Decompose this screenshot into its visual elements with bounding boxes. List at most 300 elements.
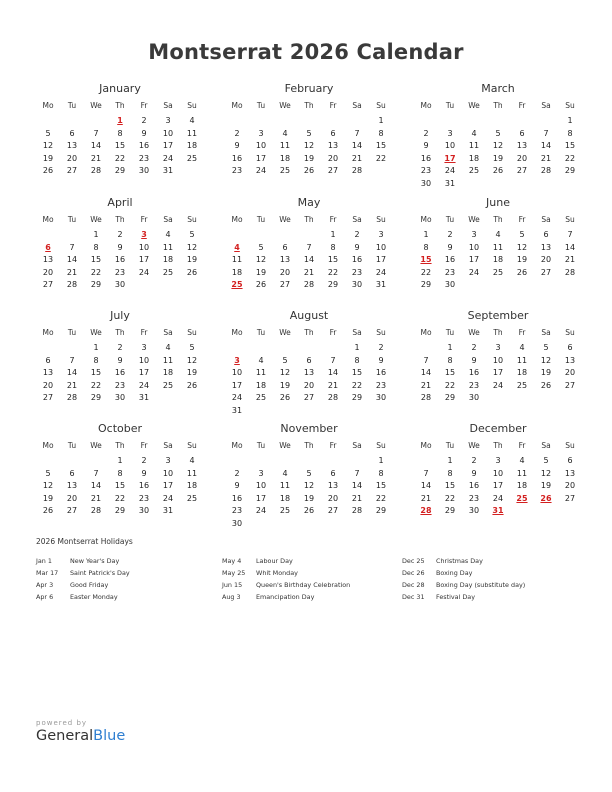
day-cell: 10 — [231, 368, 243, 378]
weekday-header: Th — [304, 215, 314, 224]
holiday-name: New Year's Day — [70, 557, 120, 565]
day-cell: 31 — [162, 166, 174, 176]
day-cell: 22 — [375, 153, 387, 163]
weekday-header: Mo — [42, 328, 54, 337]
weekday-header: Su — [187, 328, 197, 337]
holiday-date: Jan 1 — [36, 557, 52, 565]
day-cell: 30 — [138, 506, 150, 516]
day-cell: 7 — [69, 242, 75, 252]
weekday-header: Mo — [231, 441, 243, 450]
holiday-name: Christmas Day — [436, 557, 483, 565]
day-cell: 27 — [564, 493, 576, 503]
day-cell: 6 — [69, 128, 75, 138]
day-cell: 4 — [282, 128, 288, 138]
weekday-header: Tu — [256, 215, 266, 224]
weekday-header: We — [279, 441, 291, 450]
weekday-header: Tu — [256, 101, 266, 110]
day-cell: 8 — [378, 468, 384, 478]
weekday-header: Sa — [352, 328, 362, 337]
day-cell: 29 — [114, 166, 126, 176]
holiday-row — [222, 555, 412, 567]
weekday-header: Mo — [420, 101, 432, 110]
day-cell: 12 — [303, 481, 315, 491]
day-cell: 20 — [279, 267, 291, 277]
day-cell: 1 — [93, 230, 99, 239]
day-cell: 9 — [378, 355, 384, 365]
logo-general: General — [36, 728, 94, 744]
month-grid — [414, 96, 582, 191]
month-grid — [225, 96, 393, 178]
empty-cell — [273, 455, 297, 468]
empty-cell — [414, 455, 438, 468]
day-cell: 13 — [279, 255, 291, 265]
day-cell: 8 — [567, 128, 573, 138]
weekday-header: Sa — [163, 101, 173, 110]
day-cell: 13 — [66, 141, 78, 151]
holiday-name: Boxing Day (substitute day) — [436, 581, 526, 589]
day-cell: 16 — [468, 481, 480, 491]
day-cell: 23 — [444, 267, 456, 277]
day-cell: 26 — [516, 267, 528, 277]
day-cell: 30 — [444, 280, 456, 290]
day-cell: 3 — [495, 343, 501, 352]
day-cell: 21 — [420, 380, 432, 390]
empty-cell — [225, 229, 249, 242]
weekday-header: Fr — [518, 441, 526, 450]
day-cell: 13 — [327, 141, 339, 151]
weekday-header: Sa — [163, 328, 173, 337]
weekday-header: Fr — [140, 441, 148, 450]
day-cell: 28 — [66, 280, 78, 290]
day-cell: 20 — [327, 153, 339, 163]
day-cell: 5 — [543, 343, 549, 352]
holiday-name: Queen's Birthday Celebration — [256, 581, 351, 589]
day-cell: 30 — [468, 506, 480, 516]
day-cell: 12 — [42, 481, 54, 491]
day-cell: 5 — [189, 230, 195, 239]
weekday-header: Su — [376, 328, 386, 337]
month-june — [414, 196, 582, 292]
day-cell: 20 — [66, 153, 78, 163]
day-cell: 8 — [117, 468, 123, 478]
weekday-header: Fr — [329, 215, 337, 224]
empty-cell — [225, 115, 249, 128]
weekday-header: We — [279, 215, 291, 224]
day-cell: 12 — [42, 141, 54, 151]
day-cell: 25 — [186, 153, 198, 163]
weekday-header: Th — [304, 441, 314, 450]
day-cell: 7 — [543, 128, 549, 138]
empty-cell — [297, 229, 321, 242]
day-cell: 27 — [303, 393, 315, 403]
holiday-date: Dec 26 — [402, 569, 425, 577]
day-cell: 11 — [279, 141, 291, 151]
day-cell: 21 — [303, 267, 315, 277]
day-cell: 25 — [492, 267, 504, 277]
day-cell: 8 — [447, 355, 453, 365]
day-cell: 20 — [42, 380, 54, 390]
day-cell: 22 — [114, 493, 126, 503]
day-cell: 1 — [378, 116, 384, 125]
month-grid — [36, 96, 204, 178]
day-cell: 2 — [423, 128, 429, 138]
day-cell: 5 — [306, 128, 312, 138]
day-cell: 26 — [42, 166, 54, 176]
day-cell: 23 — [351, 267, 363, 277]
day-cell: 28 — [351, 506, 363, 516]
day-cell: 29 — [90, 393, 102, 403]
day-cell: 30 — [468, 393, 480, 403]
holiday-date: May 4 — [222, 557, 242, 565]
day-cell: 1 — [330, 230, 336, 239]
day-cell: 1 — [378, 456, 384, 465]
weekday-header: We — [279, 328, 291, 337]
day-cell: 15 — [375, 141, 387, 151]
month-december — [414, 422, 582, 518]
day-cell: 15 — [351, 368, 363, 378]
month-name: December — [469, 422, 527, 435]
empty-cell — [462, 115, 486, 128]
weekday-header: Sa — [541, 215, 551, 224]
holiday-column — [402, 555, 592, 603]
day-cell: 30 — [420, 178, 432, 188]
day-cell: 7 — [93, 128, 99, 138]
day-cell: 17 — [492, 368, 504, 378]
day-cell: 19 — [255, 267, 267, 277]
month-july — [36, 309, 204, 405]
weekday-header: Mo — [42, 101, 54, 110]
holiday-column — [222, 555, 412, 603]
day-cell: 10 — [375, 242, 387, 252]
weekday-header: Fr — [329, 101, 337, 110]
weekday-header: Mo — [231, 328, 243, 337]
weekday-header: Th — [304, 328, 314, 337]
day-cell: 19 — [42, 153, 54, 163]
day-cell: 19 — [186, 255, 198, 265]
day-cell: 17 — [162, 141, 174, 151]
weekday-header: Mo — [420, 215, 432, 224]
day-cell: 16 — [114, 368, 126, 378]
weekday-header: Fr — [518, 328, 526, 337]
holiday-date: Aug 3 — [222, 593, 241, 601]
day-cell: 14 — [540, 141, 552, 151]
day-cell: 29 — [114, 506, 126, 516]
day-cell: 28 — [66, 393, 78, 403]
weekday-header: Sa — [541, 441, 551, 450]
empty-cell — [36, 342, 60, 355]
day-cell: 14 — [327, 368, 339, 378]
holiday-date: Dec 31 — [402, 593, 425, 601]
day-cell: 11 — [516, 355, 528, 365]
month-name: April — [107, 196, 133, 209]
empty-cell — [36, 229, 60, 242]
empty-cell — [249, 342, 273, 355]
day-cell: 4 — [519, 343, 525, 352]
day-cell: 24 — [138, 380, 150, 390]
day-cell: 18 — [186, 481, 198, 491]
day-cell: 3 — [258, 128, 264, 138]
day-cell: 31 — [162, 506, 174, 516]
day-cell: 25 — [162, 267, 174, 277]
day-cell: 27 — [564, 380, 576, 390]
day-cell: 10 — [162, 128, 174, 138]
day-cell: 20 — [516, 153, 528, 163]
day-cell: 2 — [141, 116, 147, 125]
holiday-row — [36, 591, 226, 603]
day-cell: 22 — [90, 380, 102, 390]
holiday-name: Saint Patrick's Day — [70, 569, 130, 577]
day-cell: 2 — [354, 230, 360, 239]
day-cell: 25 — [279, 506, 291, 516]
day-cell: 26 — [255, 280, 267, 290]
day-cell: 3 — [258, 468, 264, 478]
empty-cell — [510, 115, 534, 128]
weekday-header: Su — [565, 441, 575, 450]
weekday-header: Su — [565, 215, 575, 224]
weekday-header: Th — [493, 441, 503, 450]
day-cell: 22 — [114, 153, 126, 163]
day-cell: 2 — [234, 468, 240, 478]
day-cell: 22 — [564, 153, 576, 163]
day-cell: 1 — [447, 343, 453, 352]
month-name: August — [289, 309, 329, 322]
day-cell: 20 — [303, 380, 315, 390]
day-cell: 18 — [255, 380, 267, 390]
day-cell: 28 — [351, 166, 363, 176]
day-cell: 2 — [447, 230, 453, 239]
month-grid — [36, 436, 204, 518]
day-cell: 11 — [279, 481, 291, 491]
day-cell: 26 — [42, 506, 54, 516]
day-cell: 24 — [375, 267, 387, 277]
day-cell: 9 — [423, 141, 429, 151]
day-cell: 15 — [90, 368, 102, 378]
month-name: June — [486, 196, 510, 209]
day-cell: 18 — [279, 493, 291, 503]
weekday-header: Th — [304, 101, 314, 110]
day-cell: 11 — [162, 355, 174, 365]
day-cell: 19 — [42, 493, 54, 503]
day-cell: 30 — [375, 393, 387, 403]
day-cell: 23 — [468, 493, 480, 503]
empty-cell — [36, 455, 60, 468]
day-cell: 22 — [444, 380, 456, 390]
day-cell: 10 — [468, 242, 480, 252]
holiday-row — [36, 555, 226, 567]
day-cell: 21 — [90, 153, 102, 163]
day-cell: 22 — [351, 380, 363, 390]
month-name: May — [297, 196, 321, 209]
holiday-name: Whit Monday — [256, 569, 298, 577]
day-cell: 12 — [186, 355, 198, 365]
day-cell: 16 — [138, 141, 150, 151]
day-cell: 16 — [444, 255, 456, 265]
weekday-header: Tu — [67, 101, 77, 110]
holiday-name: Labour Day — [256, 557, 293, 565]
day-cell: 9 — [117, 242, 123, 252]
day-cell: 22 — [444, 493, 456, 503]
holiday-day-cell: 3 — [141, 230, 147, 239]
weekday-header: Mo — [420, 328, 432, 337]
day-cell: 18 — [186, 141, 198, 151]
day-cell: 12 — [492, 141, 504, 151]
weekday-header: Mo — [42, 215, 54, 224]
day-cell: 24 — [468, 267, 480, 277]
day-cell: 5 — [543, 456, 549, 465]
weekday-header: Fr — [518, 215, 526, 224]
holiday-row — [402, 579, 592, 591]
day-cell: 1 — [447, 456, 453, 465]
empty-cell — [273, 342, 297, 355]
weekday-header: Su — [565, 101, 575, 110]
powered-by-text: powered by — [36, 719, 88, 727]
day-cell: 21 — [351, 493, 363, 503]
month-name: October — [97, 422, 143, 435]
day-cell: 9 — [141, 128, 147, 138]
weekday-header: Fr — [329, 328, 337, 337]
day-cell: 8 — [378, 128, 384, 138]
day-cell: 29 — [444, 506, 456, 516]
day-cell: 20 — [564, 481, 576, 491]
day-cell: 3 — [378, 230, 384, 239]
empty-cell — [321, 455, 345, 468]
day-cell: 27 — [327, 166, 339, 176]
day-cell: 5 — [45, 128, 51, 138]
day-cell: 24 — [138, 267, 150, 277]
day-cell: 28 — [327, 393, 339, 403]
day-cell: 16 — [231, 493, 243, 503]
day-cell: 1 — [93, 343, 99, 352]
month-march — [414, 82, 582, 191]
day-cell: 3 — [447, 128, 453, 138]
day-cell: 9 — [471, 355, 477, 365]
day-cell: 29 — [420, 280, 432, 290]
day-cell: 22 — [90, 267, 102, 277]
day-cell: 29 — [564, 166, 576, 176]
holiday-day-cell: 25 — [231, 280, 243, 290]
day-cell: 24 — [162, 153, 174, 163]
day-cell: 28 — [303, 280, 315, 290]
day-cell: 11 — [255, 368, 267, 378]
weekday-header: Th — [493, 328, 503, 337]
day-cell: 20 — [66, 493, 78, 503]
weekday-header: We — [468, 441, 480, 450]
day-cell: 2 — [117, 343, 123, 352]
day-cell: 18 — [231, 267, 243, 277]
month-grid — [36, 210, 204, 292]
day-cell: 1 — [354, 343, 360, 352]
day-cell: 16 — [231, 153, 243, 163]
day-cell: 7 — [69, 355, 75, 365]
empty-cell — [60, 342, 84, 355]
day-cell: 24 — [255, 506, 267, 516]
month-name: September — [467, 309, 529, 322]
day-cell: 8 — [93, 242, 99, 252]
day-cell: 4 — [165, 230, 171, 239]
day-cell: 15 — [114, 141, 126, 151]
holiday-columns — [36, 555, 596, 615]
empty-cell — [297, 342, 321, 355]
day-cell: 7 — [354, 468, 360, 478]
day-cell: 8 — [354, 355, 360, 365]
day-cell: 17 — [492, 481, 504, 491]
holiday-date: Apr 3 — [36, 581, 54, 589]
holiday-name: Emancipation Day — [256, 593, 315, 601]
day-cell: 15 — [327, 255, 339, 265]
day-cell: 18 — [516, 481, 528, 491]
day-cell: 25 — [468, 166, 480, 176]
month-name: January — [99, 82, 141, 95]
month-may — [225, 196, 393, 292]
day-cell: 7 — [306, 242, 312, 252]
day-cell: 24 — [492, 493, 504, 503]
day-cell: 17 — [162, 481, 174, 491]
day-cell: 2 — [471, 343, 477, 352]
day-cell: 14 — [66, 255, 78, 265]
day-cell: 28 — [90, 166, 102, 176]
day-cell: 10 — [255, 481, 267, 491]
day-cell: 18 — [162, 255, 174, 265]
day-cell: 11 — [186, 468, 198, 478]
day-cell: 13 — [327, 481, 339, 491]
day-cell: 26 — [492, 166, 504, 176]
day-cell: 17 — [231, 380, 243, 390]
day-cell: 27 — [279, 280, 291, 290]
day-cell: 26 — [279, 393, 291, 403]
day-cell: 18 — [162, 368, 174, 378]
day-cell: 16 — [138, 481, 150, 491]
day-cell: 23 — [231, 506, 243, 516]
day-cell: 6 — [306, 355, 312, 365]
day-cell: 28 — [564, 267, 576, 277]
weekday-header: Su — [565, 328, 575, 337]
weekday-header: We — [90, 101, 102, 110]
holiday-date: Jun 15 — [222, 581, 243, 589]
day-cell: 12 — [303, 141, 315, 151]
weekday-header: Sa — [352, 101, 362, 110]
day-cell: 9 — [141, 468, 147, 478]
day-cell: 27 — [327, 506, 339, 516]
weekday-header: We — [468, 215, 480, 224]
day-cell: 27 — [540, 267, 552, 277]
day-cell: 16 — [114, 255, 126, 265]
holiday-row — [402, 555, 592, 567]
weekday-header: Fr — [140, 328, 148, 337]
day-cell: 21 — [351, 153, 363, 163]
day-cell: 11 — [231, 255, 243, 265]
day-cell: 19 — [303, 493, 315, 503]
day-cell: 15 — [564, 141, 576, 151]
day-cell: 26 — [303, 506, 315, 516]
day-cell: 6 — [330, 128, 336, 138]
day-cell: 12 — [279, 368, 291, 378]
day-cell: 31 — [138, 393, 150, 403]
day-cell: 5 — [258, 242, 264, 252]
holiday-day-cell: 4 — [234, 242, 240, 252]
month-name: March — [481, 82, 515, 95]
weekday-header: Su — [376, 441, 386, 450]
day-cell: 19 — [303, 153, 315, 163]
weekday-header: Th — [115, 441, 125, 450]
day-cell: 17 — [138, 368, 150, 378]
day-cell: 26 — [540, 380, 552, 390]
day-cell: 24 — [162, 493, 174, 503]
day-cell: 5 — [45, 468, 51, 478]
day-cell: 19 — [516, 255, 528, 265]
day-cell: 23 — [138, 153, 150, 163]
day-cell: 4 — [495, 230, 501, 239]
weekday-header: Th — [493, 215, 503, 224]
